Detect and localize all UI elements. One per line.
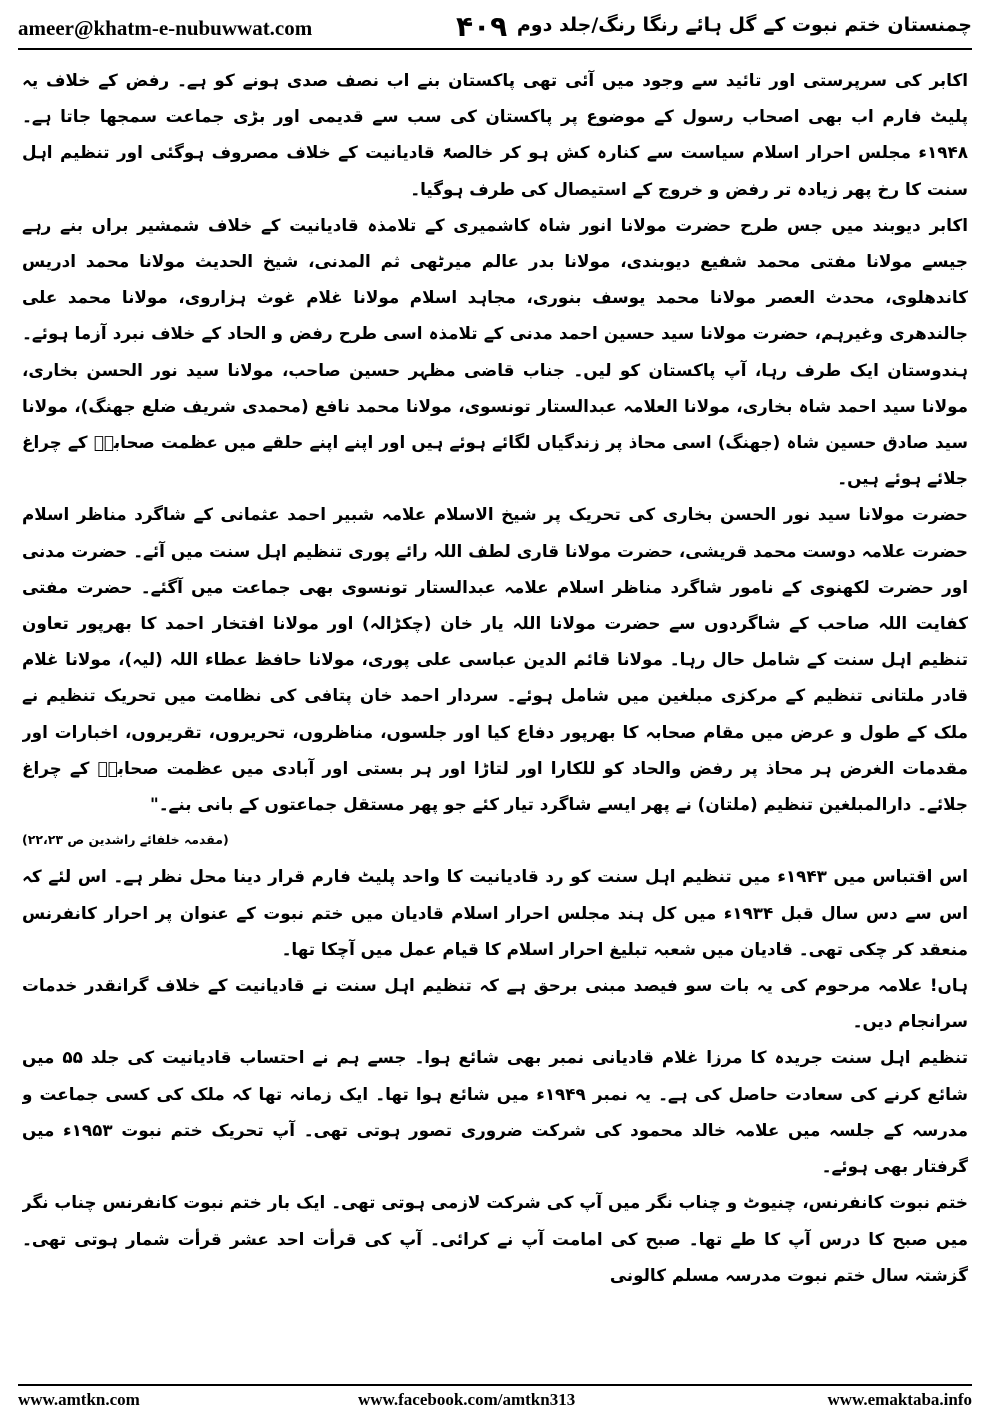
header-divider <box>18 48 972 50</box>
footer-link-facebook[interactable]: www.facebook.com/amtkn313 <box>358 1390 576 1409</box>
paragraph-4: اس اقتباس میں ۱۹۴۳ء میں تنظیم اہل سنت کو رد قادیانیت کا واحد پلیٹ فارم قرار دینا محل نظر ہے۔ اس لئے کہ اس سے دس سال قبل ۱۹۳۴ء میں کل ہند مجلس احرار اسلام قادیان میں ختم نبوت کے عنوان پر احرار کانفرنس منعقد کر چکی تھی۔ قادیان میں شعبہ تبلیغ احرار اسلام کا قیام عمل میں آچکا تھا۔ <box>22 866 968 959</box>
paragraph-1: اکابر کی سرپرستی اور تائید سے وجود میں آئی تھی پاکستان بنے اب نصف صدی ہونے کو ہے۔ رفض کے خلاف یہ پلیٹ فارم اب بھی اصحاب رسول کے موضوع پر پاکستان کی سب سے قدیمی اور بڑی جماعت سمجھا جاتا ہے۔ ۱۹۴۸ء مجلس احرار اسلام سیاست سے کنارہ کش ہو کر خالصۃً قادیانیت کے خلاف مصروف ہوگئی اور تنظیم اہل سنت کا رخ پھر زیادہ تر رفض و خروج کے استیصال کی طرف ہوگیا۔ <box>22 70 968 199</box>
page-body <box>22 62 968 1374</box>
book-title: چمنستان ختم نبوت کے گل ہائے رنگا رنگ/جلد دوم <box>516 14 972 36</box>
paragraph-3: حضرت مولانا سید نور الحسن بخاری کی تحریک پر شیخ الاسلام علامہ شبیر احمد عثمانی کے شاگرد مناظر اسلام حضرت علامہ دوست محمد قریشی، حضرت مولانا قاری لطف اللہ رائے پوری تنظیم اہل سنت میں آئے۔ حضرت مدنی اور حضرت لکھنوی کے نامور شاگرد مناظر اسلام علامہ عبدالستار تونسوی بھی جماعت میں آگئے۔ حضرت مفتی کفایت اللہ صاحب کے شاگردوں سے حضرت مولانا اللہ یار خان (چکڑالہ) اور مولانا افتخار احمد کا بھرپور تعاون تنظیم اہل سنت کے شامل حال رہا۔ مولانا قائم الدین عباسی علی پوری، مولانا حافظ عطاء اللہ (لیہ)، مولانا غلام قادر ملتانی تنظیم کے مرکزی مبلغین میں شامل ہوئے۔ سردار احمد خان پتافی کی نظامت میں تحریک تنظیم نے ملک کے طول و عرض میں مقام صحابہ کا بھرپور دفاع کیا اور جلسوں، مناظروں، تحریروں، تقریروں، اخبارات اور مقدمات الغرض ہر محاذ پر رفض والحاد کو للکارا اور لتاڑا اور ہر بستی اور آبادی میں عظمت صحابہؓ کے چراغ جلائے۔ دارالمبلغین تنظیم (ملتان) نے پھر ایسے شاگرد تیار کئے جو پھر مستقل جماعتوں کے بانی بنے۔" <box>22 504 968 815</box>
page-header <box>18 10 972 46</box>
page-footer <box>18 1390 972 1416</box>
citation-line <box>22 822 968 858</box>
footer-link-emaktaba[interactable]: www.emaktaba.info <box>827 1390 972 1409</box>
footer-divider <box>18 1384 972 1386</box>
page-number: ۴۰۹ <box>456 10 508 43</box>
footer-link-amtkn[interactable]: www.amtkn.com <box>18 1390 140 1409</box>
citation: (مقدمہ خلفائے راشدین ص ۲۲،۲۳) <box>22 832 229 848</box>
paragraph-2: اکابر دیوبند میں جس طرح حضرت مولانا انور شاہ کاشمیری کے تلامذہ قادیانیت کے خلاف شمشیر براں بنے رہے جیسے مولانا مفتی محمد شفیع دیوبندی، مولانا بدر عالم میرٹھی ثم المدنی، شیخ الحدیث مولانا محمد ادریس کاندھلوی، محدث العصر مولانا محمد یوسف بنوری، مجاہد اسلام مولانا غلام غوث ہزاروی، مولانا محمد علی جالندھری وغیرہم، حضرت مولانا سید حسین احمد مدنی کے تلامذہ اسی طرح رفض و الحاد کے خلاف نبرد آزما ہوئے۔ ہندوستان ایک طرف رہا، آپ پاکستان کو لیں۔ جناب قاضی مظہر حسین صاحب، مولانا سید نور الحسن بخاری، مولانا سید احمد شاہ بخاری، مولانا العلامہ عبدالستار تونسوی، مولانا محمد نافع (محمدی شریف ضلع جھنگ)، مولانا سید صادق حسین شاہ (جھنگ) اسی محاذ پر زندگیاں لگائے ہوئے ہیں اور اپنے اپنے حلقے میں عظمت صحابہؓ کے چراغ جلائے ہوئے ہیں۔ <box>22 214 968 489</box>
paragraph-6: تنظیم اہل سنت جریدہ کا مرزا غلام قادیانی نمبر بھی شائع ہوا۔ جسے ہم نے احتساب قادیانیت کی جلد ۵۵ میں شائع کرنے کی سعادت حاصل کی ہے۔ یہ نمبر ۱۹۴۹ء میں شائع ہوا تھا۔ ایک زمانہ تھا کہ ملک کی کسی جماعت و مدرسہ کے جلسہ میں علامہ خالد محمود کی شرکت ضروری تصور ہوتی تھی۔ آپ تحریک ختم نبوت ۱۹۵۳ء میں گرفتار بھی ہوئے۔ <box>22 1047 968 1177</box>
paragraph-7: ختم نبوت کانفرنس، چنیوٹ و چناب نگر میں آپ کی شرکت لازمی ہوتی تھی۔ ایک بار ختم نبوت کانفرنس چناب نگر میں صبح کا درس آپ کا طے تھا۔ صبح کی امامت آپ نے کرائی۔ آپ کی قرأت احد عشر قرأت شمار ہوتی تھی۔ گزشتہ سال ختم نبوت مدرسہ مسلم کالونی <box>22 1192 968 1285</box>
paragraph-5: ہاں! علامہ مرحوم کی یہ بات سو فیصد مبنی برحق ہے کہ تنظیم اہل سنت نے قادیانیت کے خلاف گرانقدر خدمات سرانجام دیں۔ <box>22 975 968 1032</box>
header-email: ameer@khatm-e-nubuwwat.com <box>18 16 313 40</box>
